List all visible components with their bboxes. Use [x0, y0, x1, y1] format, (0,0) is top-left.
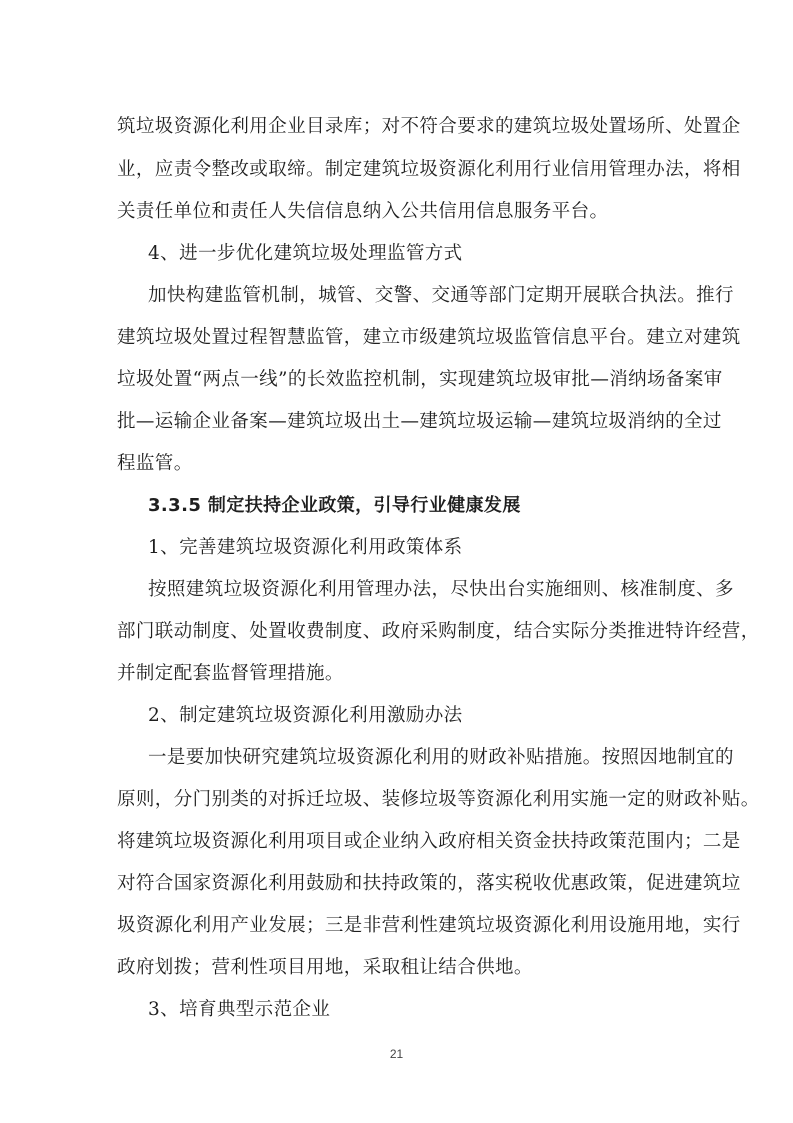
- paragraph-line: 并制定配套监督管理措施。: [117, 663, 344, 684]
- paragraph-line: 程监管。: [117, 453, 193, 474]
- page-number: 21: [389, 1047, 404, 1061]
- paragraph-line: 业，应责令整改或取缔。制定建筑垃圾资源化利用行业信用管理办法，将相: [117, 159, 741, 180]
- subheading: 2、制定建筑垃圾资源化利用激励办法: [148, 705, 463, 726]
- paragraph-line: 原则，分门别类的对拆迁垃圾、装修垃圾等资源化利用实施一定的财政补贴。: [117, 789, 760, 810]
- paragraph-line: 加快构建监管机制，城管、交警、交通等部门定期开展联合执法。推行: [148, 285, 734, 306]
- subheading: 4、进一步优化建筑垃圾处理监管方式: [148, 243, 463, 264]
- paragraph-line: 圾资源化利用产业发展；三是非营利性建筑垃圾资源化利用设施用地，实行: [117, 915, 741, 936]
- subheading: 3、培育典型示范企业: [148, 999, 331, 1020]
- paragraph-line: 批—运输企业备案—建筑垃圾出土—建筑垃圾运输—建筑垃圾消纳的全过: [117, 411, 722, 432]
- section-heading: 3.3.5 制定扶持企业政策，引导行业健康发展: [148, 495, 521, 516]
- paragraph-line: 关责任单位和责任人失信信息纳入公共信用信息服务平台。: [117, 201, 609, 222]
- paragraph-line: 按照建筑垃圾资源化利用管理办法，尽快出台实施细则、核准制度、多: [148, 579, 734, 600]
- subheading: 1、完善建筑垃圾资源化利用政策体系: [148, 537, 463, 558]
- paragraph-line: 将建筑垃圾资源化利用项目或企业纳入政府相关资金扶持政策范围内；二是: [117, 831, 741, 852]
- paragraph-line: 垃圾处置“两点一线”的长效监控机制，实现建筑垃圾审批—消纳场备案审: [117, 369, 723, 390]
- paragraph-line: 筑垃圾资源化利用企业目录库；对不符合要求的建筑垃圾处置场所、处置企: [117, 116, 741, 137]
- paragraph-line: 部门联动制度、处置收费制度、政府采购制度，结合实际分类推进特许经营，: [117, 621, 760, 642]
- paragraph-line: 建筑垃圾处置过程智慧监管，建立市级建筑垃圾监管信息平台。建立对建筑: [117, 327, 741, 348]
- paragraph-line: 政府划拨；营利性项目用地，采取租让结合供地。: [117, 957, 533, 978]
- paragraph-line: 对符合国家资源化利用鼓励和扶持政策的，落实税收优惠政策，促进建筑垃: [117, 873, 741, 894]
- paragraph-line: 一是要加快研究建筑垃圾资源化利用的财政补贴措施。按照因地制宜的: [148, 747, 734, 768]
